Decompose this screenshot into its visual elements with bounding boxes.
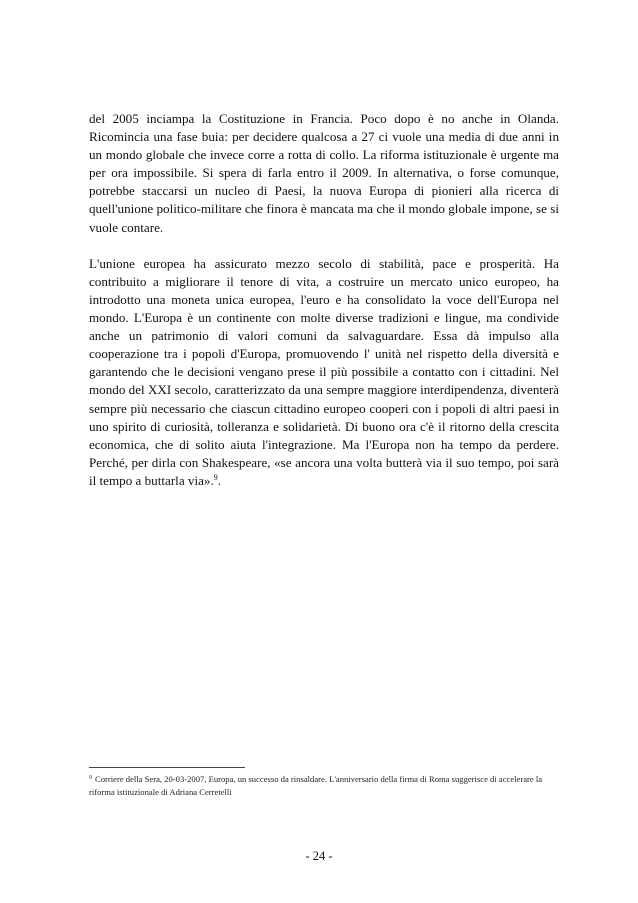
- footnote-reference[interactable]: 9: [213, 472, 218, 482]
- footnote: [89, 773, 561, 798]
- paragraph-2-text: L'unione europea ha assicurato mezzo secolo di stabilità, pace e prosperità. Ha contribuito a migliorare il tenore di vita, a costruire un mercato unico europeo, ha introdotto una moneta unica europea, l'euro e ha consolidato la voce dell'Europa nel mondo. L'Europa è un continente con molte diverse tradizioni e lingue, ma condivide anche un patrimonio di valori comuni da salvaguardare. Essa dà impulso alla cooperazione tra i popoli d'Europa, promuovendo l' unità nel rispetto della diversità e garantendo che le decisioni vengano prese il più possibile a contatto con i cittadini. Nel mondo del XXI secolo, caratterizzato da una sempre maggiore interdipendenza, diventerà sempre più necessario che ciascun cittadino europeo cooperi con i popoli di altri paesi in uno spirito di curiosità, tolleranza e solidarietà. Di buono ora c'è il ritorno della crescita economica, che di solito aiuta l'integrazione. Ma l'Europa non ha tempo da perdere. Perché, per dirla con Shakespeare, «se ancora una volta butterà via il suo tempo, poi sarà il tempo a buttarla via».: [89, 255, 559, 488]
- body-text: [89, 110, 559, 490]
- page-number: - 24 -: [305, 849, 333, 863]
- footnote-text: Corriere della Sera, 20-03-2007, Europa, un successo da rinsaldare. L'anniversario della firma di Roma suggerisce di accelerare la riforma istituzionale di Adriana Cerretelli: [89, 774, 543, 797]
- paragraph-2: [89, 255, 559, 490]
- footnote-separator: [89, 767, 245, 768]
- footnote-number: 9: [89, 775, 92, 781]
- paragraph-2-end: .: [217, 472, 221, 488]
- paragraph-1: del 2005 inciampa la Costituzione in Francia. Poco dopo è no anche in Olanda. Ricomincia una fase buia: per decidere qualcosa a 27 ci vuole una media di due anni in un mondo globale che invece corre a rotta di collo. La riforma istituzionale è urgente ma per ora impossibile. Si spera di farla entro il 2009. In alternativa, o forse comunque, potrebbe staccarsi un nucleo di Paesi, la nuova Europa di pionieri alla ricerca di quell'unione politico-militare che finora è mancata ma che il mondo globale impone, se si vuole contare.: [89, 111, 559, 235]
